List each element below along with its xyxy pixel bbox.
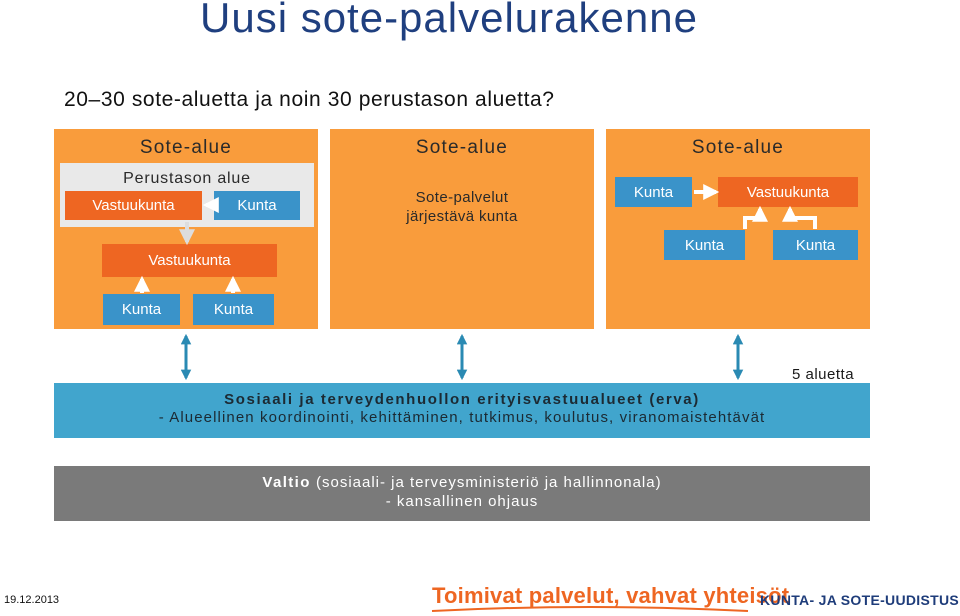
panel-2-text-line1: Sote-palvelut <box>415 189 509 206</box>
footer-date: 19.12.2013 <box>4 594 60 606</box>
valtio-label: Valtio <box>262 474 311 491</box>
panel-3-kunta-bottom-right: Kunta <box>773 230 858 260</box>
valtio-line2: - kansallinen ohjaus <box>385 493 539 510</box>
erva-title: Sosiaali ja terveydenhuollon erityisvastuualueet (erva) <box>224 391 700 408</box>
perustason-alue-label: Perustason alue <box>123 170 251 187</box>
panel-1-kunta-top: Kunta <box>214 191 300 220</box>
panel-1-title: Sote-alue <box>139 137 233 158</box>
valtio-ministry: (sosiaali- ja terveysministeriö ja hallinnonala) <box>310 474 662 491</box>
panel-2-title: Sote-alue <box>415 137 509 158</box>
panel-2-text-line2: järjestävä kunta <box>406 208 518 225</box>
arrow-bottom-right-up <box>790 209 815 229</box>
panel-3-vastuukunta: Vastuukunta <box>718 177 858 207</box>
panel-1-kunta-left: Kunta <box>103 294 180 325</box>
panel-3-kunta-bottom-left: Kunta <box>664 230 745 260</box>
panel-3-title: Sote-alue <box>691 137 785 158</box>
footer-slogan: Toimivat palvelut, vahvat yhteisöt <box>432 583 790 608</box>
arrow-bottom-left-up <box>745 209 760 229</box>
page-title: Uusi sote-palvelurakenne <box>200 0 698 41</box>
panel-1-vastuukunta-top: Vastuukunta <box>65 191 202 220</box>
aluetta-count-label: 5 aluetta <box>792 366 855 383</box>
panel-1-kunta-right: Kunta <box>193 294 274 325</box>
footer-program: KUNTA- JA SOTE-UUDISTUS <box>760 592 960 608</box>
panel-3-kunta-top: Kunta <box>615 177 692 207</box>
page-subtitle: 20–30 sote-aluetta ja noin 30 perustason aluetta? <box>64 88 555 111</box>
panel-1-vastuukunta-mid: Vastuukunta <box>102 244 277 277</box>
erva-description: - Alueellinen koordinointi, kehittäminen, tutkimus, koulutus, viranomaistehtävät <box>158 409 766 426</box>
footer-swoosh <box>432 607 748 611</box>
